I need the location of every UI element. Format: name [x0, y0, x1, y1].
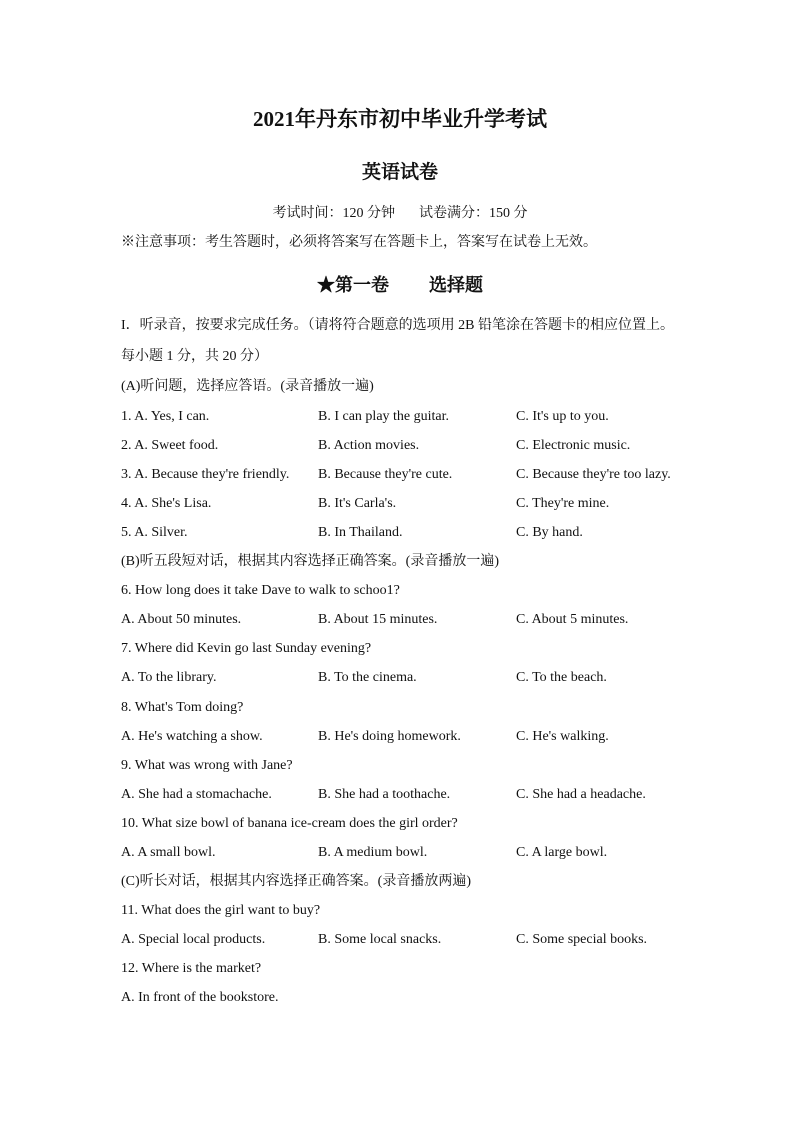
- option-b: B. About 15 minutes.: [318, 612, 438, 627]
- section-instruction-2: 每小题 1 分，共 20 分）: [121, 349, 268, 364]
- question-row: [121, 493, 681, 515]
- option-c: C. By hand.: [516, 525, 583, 540]
- option-a: A. About 50 minutes.: [121, 612, 242, 627]
- option-b: B. To the cinema.: [318, 670, 417, 685]
- option-a: A. He's watching a show.: [121, 729, 263, 744]
- part-a-heading: (A)听问题，选择应答语。(录音播放一遍): [121, 379, 374, 394]
- option-b: B. A medium bowl.: [318, 845, 428, 860]
- option-c: C. It's up to you.: [516, 409, 609, 424]
- part-heading: [0, 271, 800, 299]
- question-stem: 11. What does the girl want to buy?: [121, 903, 321, 918]
- question-row: [121, 406, 681, 428]
- option-b: B. He's doing homework.: [318, 729, 461, 744]
- question-row: [121, 726, 681, 748]
- option-a: 2. A. Sweet food.: [121, 438, 219, 453]
- option-c: C. About 5 minutes.: [516, 612, 629, 627]
- question-row: [121, 784, 681, 806]
- part-type: 选择题: [429, 275, 483, 295]
- option-b: B. She had a toothache.: [318, 787, 451, 802]
- question-row: [121, 464, 681, 486]
- question-stem: 7. Where did Kevin go last Sunday evening?: [121, 641, 372, 656]
- option-c: C. To the beach.: [516, 670, 607, 685]
- option-b: B. I can play the guitar.: [318, 409, 450, 424]
- exam-meta: [0, 203, 800, 225]
- option-a: A. In front of the bookstore.: [121, 990, 279, 1005]
- option-a: 1. A. Yes, I can.: [121, 409, 210, 424]
- exam-subtitle: 英语试卷: [361, 162, 438, 183]
- question-row: [121, 842, 681, 864]
- option-a: 4. A. She's Lisa.: [121, 496, 212, 511]
- question-row: [121, 522, 681, 544]
- option-c: C. Electronic music.: [516, 438, 631, 453]
- question-stem: 10. What size bowl of banana ice-cream does the girl order?: [121, 816, 458, 831]
- question-row: [121, 929, 681, 951]
- part-name: ★第一卷: [317, 275, 389, 295]
- option-a: 3. A. Because they're friendly.: [121, 467, 290, 482]
- option-c: C. They're mine.: [516, 496, 610, 511]
- option-c: C. He's walking.: [516, 729, 609, 744]
- option-c: C. Some special books.: [516, 932, 648, 947]
- question-stem: 6. How long does it take Dave to walk to schoo1?: [121, 583, 400, 598]
- question-stem: 9. What was wrong with Jane?: [121, 758, 293, 773]
- question-row: [121, 435, 681, 457]
- question-stem: 12. Where is the market?: [121, 961, 262, 976]
- question-row: [121, 667, 681, 689]
- option-b: B. Action movies.: [318, 438, 420, 453]
- question-row: [121, 609, 681, 631]
- option-a: A. A small bowl.: [121, 845, 216, 860]
- question-stem: 8. What's Tom doing?: [121, 700, 244, 715]
- option-a: A. She had a stomachache.: [121, 787, 272, 802]
- option-a: 5. A. Silver.: [121, 525, 188, 540]
- option-a: A. Special local products.: [121, 932, 266, 947]
- exam-notice: ※注意事项：考生答题时，必须将答案写在答题卡上，答案写在试卷上无效。: [121, 235, 597, 250]
- option-c: C. She had a headache.: [516, 787, 646, 802]
- option-c: C. A large bowl.: [516, 845, 608, 860]
- exam-title: 2021年丹东市初中毕业升学考试: [253, 107, 547, 131]
- option-b: B. Because they're cute.: [318, 467, 453, 482]
- part-c-heading: (C)听长对话，根据其内容选择正确答案。(录音播放两遍): [121, 874, 471, 889]
- option-a: A. To the library.: [121, 670, 217, 685]
- exam-score: 试卷满分：150 分: [419, 206, 528, 221]
- part-b-heading: (B)听五段短对话，根据其内容选择正确答案。(录音播放一遍): [121, 554, 499, 569]
- option-c: C. Because they're too lazy.: [516, 467, 671, 482]
- section-instruction-1: I．听录音，按要求完成任务。（请将符合题意的选项用 2B 铅笔涂在答题卡的相应位置上。: [121, 318, 674, 333]
- option-b: B. Some local snacks.: [318, 932, 442, 947]
- exam-time: 考试时间：120 分钟: [272, 206, 395, 221]
- option-b: B. It's Carla's.: [318, 496, 397, 511]
- option-b: B. In Thailand.: [318, 525, 403, 540]
